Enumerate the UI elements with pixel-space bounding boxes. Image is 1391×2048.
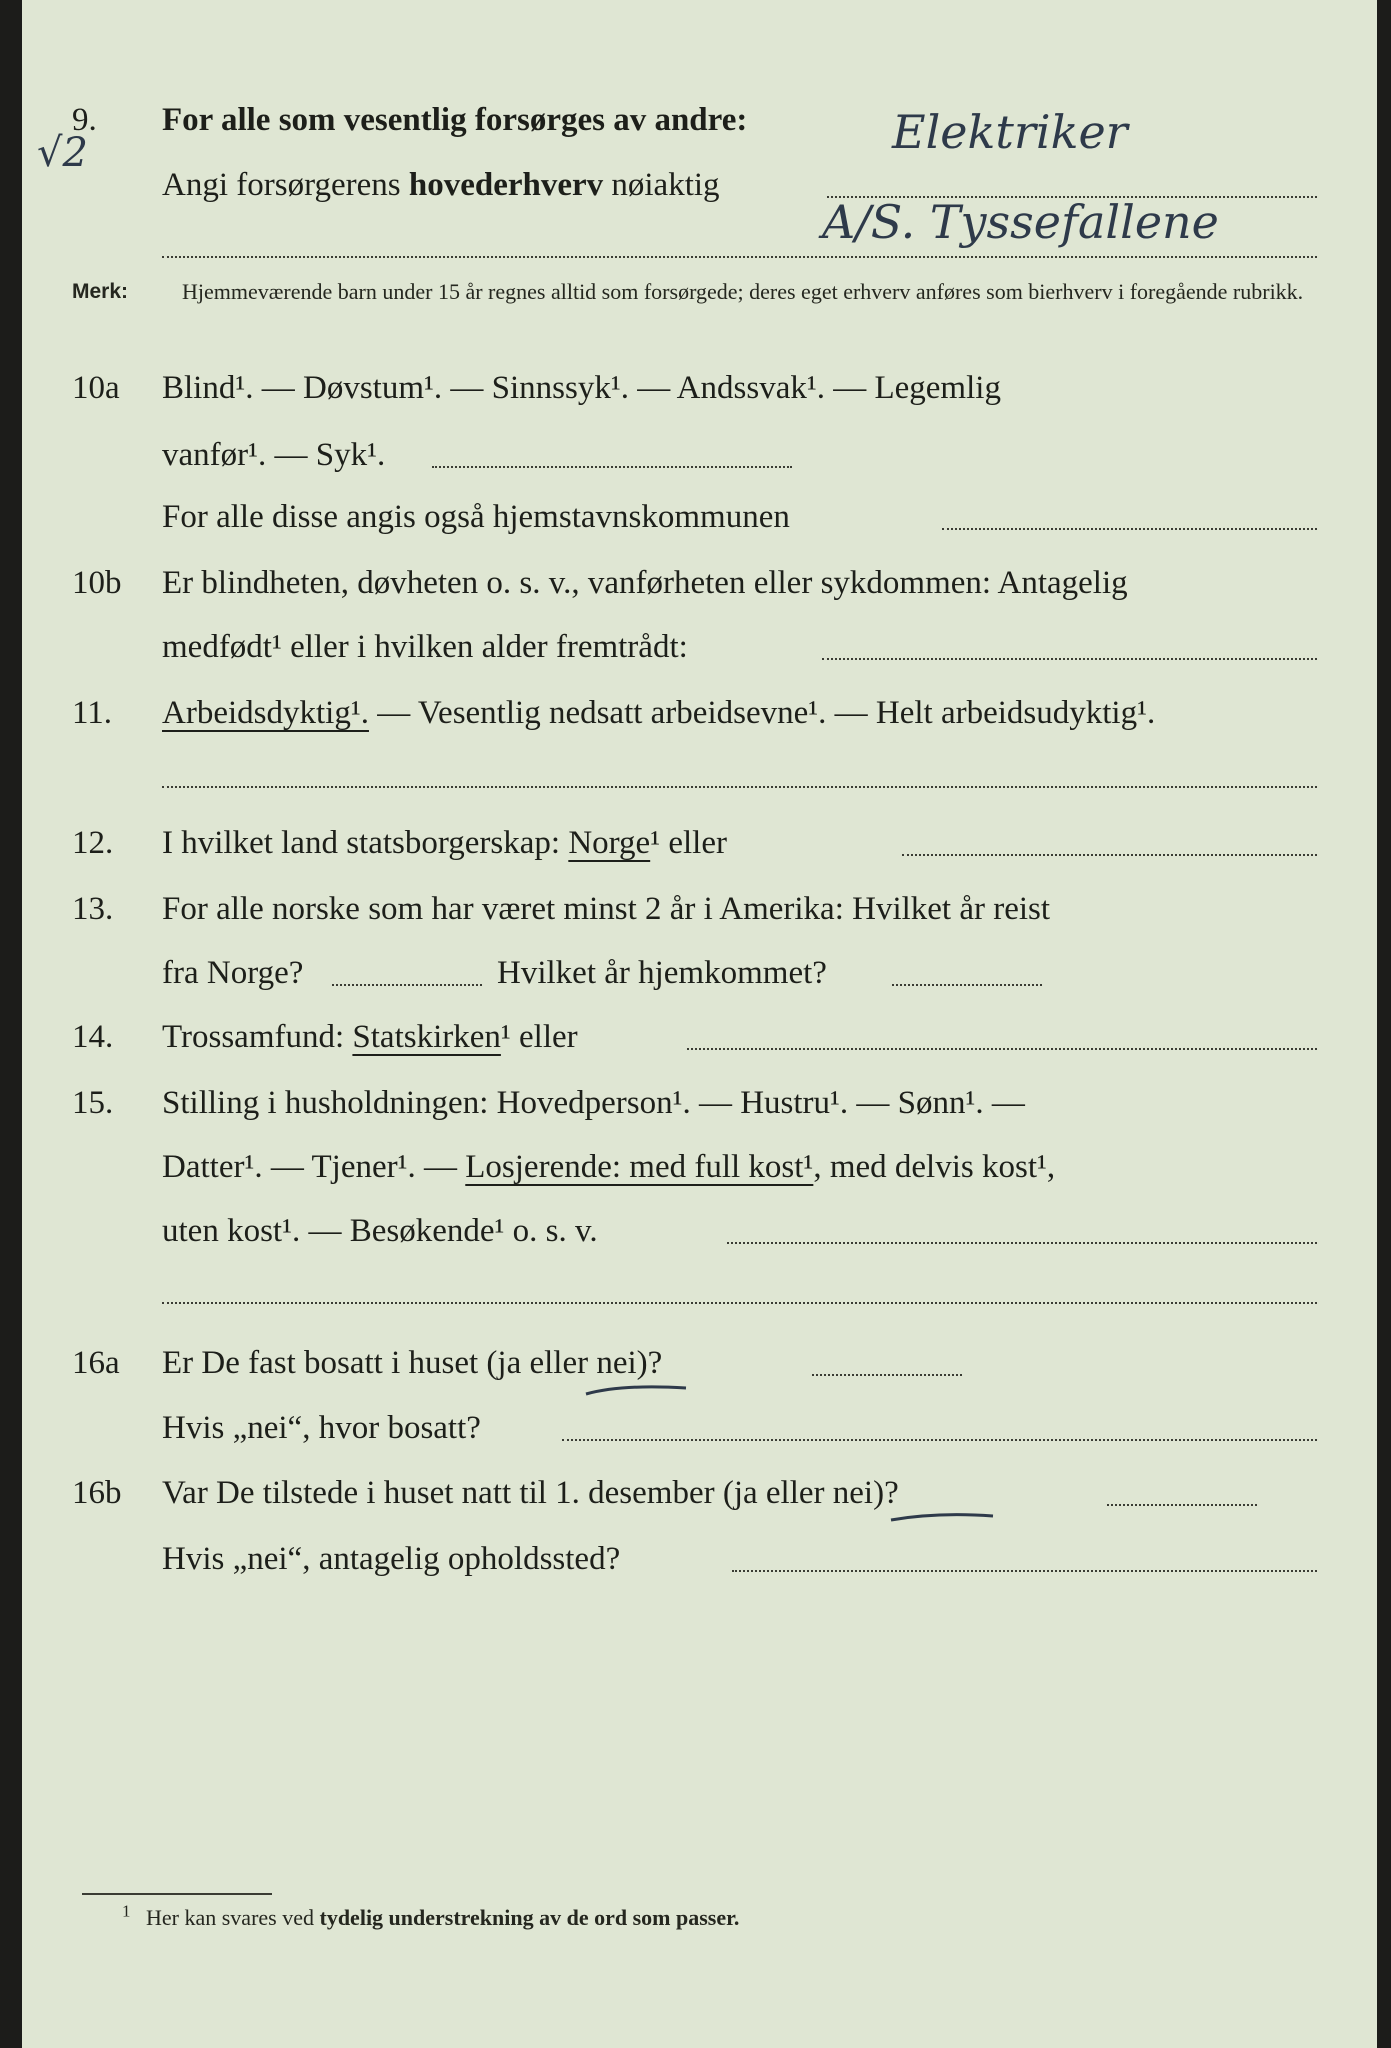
q16a-text2: Hvis „nei“, hvor bosatt? <box>162 1410 481 1446</box>
q16b-text2: Hvis „nei“, antagelig opholdssted? <box>162 1541 621 1577</box>
q12-number: 12. <box>72 825 114 861</box>
q12-suffix: ¹ eller <box>650 825 727 861</box>
q13-answer-line-1 <box>332 984 482 986</box>
q10a-answer-line-2 <box>942 528 1317 530</box>
q10a-line3 <box>22 492 1377 542</box>
q16a-line2 <box>22 1403 1377 1453</box>
q10b-number: 10b <box>72 565 122 601</box>
q14-line <box>22 1012 1377 1062</box>
q13-text2b: Hvilket år hjemkommet? <box>497 955 827 991</box>
q12-prefix: I hvilket land statsborgerskap: <box>162 825 569 861</box>
q13-text2a: fra Norge? <box>162 955 304 991</box>
q12-selected-option: Norge <box>568 825 651 861</box>
q16b-answer-line-2 <box>732 1570 1317 1572</box>
q16a-answer-line-1 <box>812 1374 962 1376</box>
q12-answer-line <box>902 854 1317 856</box>
q16b-handwritten-underline <box>887 1508 997 1528</box>
footnote <box>122 1900 739 1936</box>
q16a-handwritten-underline <box>582 1380 692 1400</box>
q16b-number: 16b <box>72 1475 122 1511</box>
q9-line2-bold: hovederhverv <box>408 167 604 203</box>
q14-selected-option: Statskirken <box>352 1019 501 1055</box>
footnote-rule <box>82 1893 272 1895</box>
q10b-line1 <box>22 558 1377 608</box>
q9-question: For alle som vesentlig forsørges av andre: <box>162 102 748 138</box>
q10a-text1: Blind¹. — Døvstum¹. — Sinnssyk¹. — Andssvak¹. — Legemlig <box>162 370 1001 406</box>
q10a-number: 10a <box>72 370 120 406</box>
q15-selected-option: Losjerende: med full kost¹ <box>465 1149 814 1185</box>
margin-handwritten-mark: √2 <box>37 130 88 176</box>
q10a-line2 <box>22 430 1377 480</box>
q9-handwritten-answer-2: A/S. Tyssefallene <box>822 195 1219 249</box>
q16a-answer-line-2 <box>562 1439 1317 1441</box>
q10b-line2 <box>22 622 1377 672</box>
q10b-answer-line <box>822 658 1317 660</box>
q11-answer-line <box>162 786 1317 788</box>
merk-text: Hjemmeværende barn under 15 år regnes alltid som forsørgede; deres eget erhverv anføres som bierhverv i foregående rubrikk. <box>182 279 1304 304</box>
q15-text1: Stilling i husholdningen: Hovedperson¹. — Hustru¹. — Sønn¹. — <box>162 1085 1025 1121</box>
q10a-line1 <box>22 363 1377 413</box>
q9-line1 <box>22 95 1377 145</box>
q15-line1 <box>22 1078 1377 1128</box>
q16b-line1 <box>22 1468 1377 1518</box>
q9-line2-suffix: nøiaktig <box>603 167 720 203</box>
q10b-text1: Er blindheten, døvheten o. s. v., vanførheten eller sykdommen: Antagelig <box>162 565 1128 601</box>
q10b-text2: medfødt¹ eller i hvilken alder fremtrådt: <box>162 629 688 665</box>
q15-answer-line-1 <box>727 1242 1317 1244</box>
q9-line2-prefix: Angi forsørgerens <box>162 167 409 203</box>
footnote-bold: tydelig understrekning av de ord som passer. <box>319 1905 740 1930</box>
q12-line <box>22 818 1377 868</box>
census-form-page <box>22 0 1377 2048</box>
q10a-text2: vanfør¹. — Syk¹. <box>162 437 386 473</box>
q13-answer-line-2 <box>892 984 1042 986</box>
q13-line1 <box>22 884 1377 934</box>
q14-answer-line <box>687 1048 1317 1050</box>
q11-other-options: — Vesentlig nedsatt arbeidsevne¹. — Helt arbeidsudyktig¹. <box>368 695 1156 731</box>
q14-number: 14. <box>72 1019 114 1055</box>
q15-line2 <box>22 1142 1377 1192</box>
q16a-line1 <box>22 1338 1377 1388</box>
footnote-mark: 1 <box>122 1901 131 1921</box>
q14-suffix: ¹ eller <box>500 1019 578 1055</box>
q11-line <box>22 688 1377 738</box>
q16b-text1: Var De tilstede i huset natt til 1. desember (ja eller nei)? <box>162 1475 899 1511</box>
q16a-text1: Er De fast bosatt i huset (ja eller nei)? <box>162 1345 663 1381</box>
q15-answer-line-2 <box>162 1302 1317 1304</box>
footnote-prefix: Her kan svares ved <box>146 1905 320 1930</box>
q15-line2-suffix: , med delvis kost¹, <box>813 1149 1056 1185</box>
q15-number: 15. <box>72 1085 114 1121</box>
q9-answer-line-2 <box>162 256 1317 258</box>
q11-number: 11. <box>72 695 113 731</box>
q15-line2-prefix: Datter¹. — Tjener¹. — <box>162 1149 466 1185</box>
q10a-text3: For alle disse angis også hjemstavnskommunen <box>162 499 790 535</box>
q9-handwritten-answer-1: Elektriker <box>892 105 1128 159</box>
q15-text3: uten kost¹. — Besøkende¹ o. s. v. <box>162 1213 598 1249</box>
q13-text1: For alle norske som har været minst 2 år i Amerika: Hvilket år reist <box>162 891 1051 927</box>
q13-number: 13. <box>72 891 114 927</box>
q11-selected-option: Arbeidsdyktig¹. <box>162 695 369 731</box>
q16b-line2 <box>22 1534 1377 1584</box>
q14-prefix: Trossamfund: <box>162 1019 353 1055</box>
q9-number: 9. <box>72 102 97 138</box>
q10a-answer-line-1 <box>432 466 792 468</box>
merk-label: Merk: <box>72 280 129 303</box>
q16b-answer-line-1 <box>1107 1504 1257 1506</box>
q15-line3 <box>22 1206 1377 1256</box>
q16a-number: 16a <box>72 1345 120 1381</box>
q13-line2 <box>22 948 1377 998</box>
